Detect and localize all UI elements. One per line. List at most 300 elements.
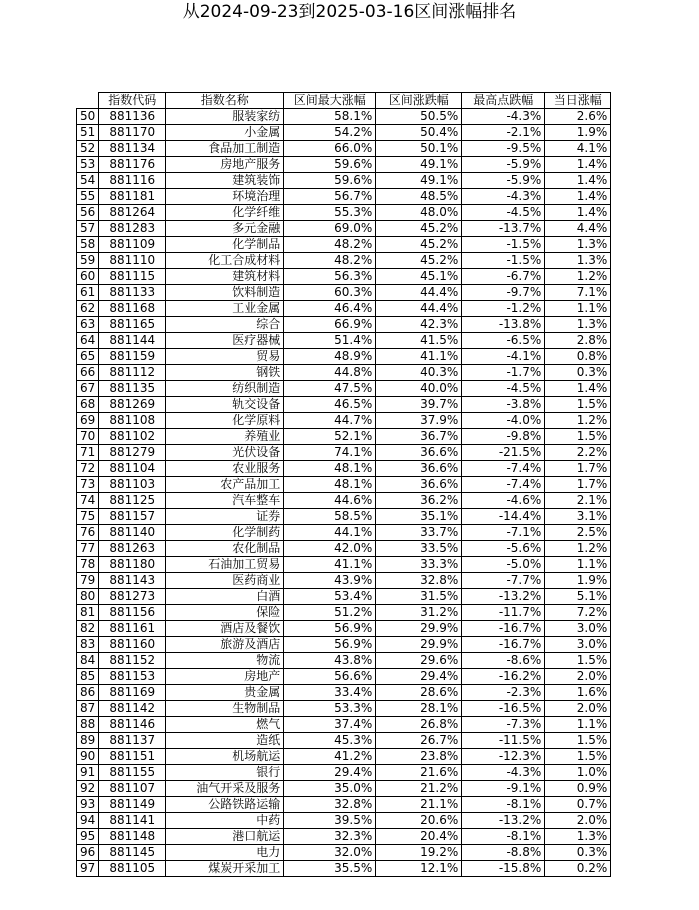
row-max-gain: 74.1% — [284, 445, 376, 461]
row-drawdown: -8.6% — [462, 653, 545, 669]
row-index-name: 农业服务 — [166, 461, 284, 477]
table-row — [77, 205, 611, 221]
row-max-gain: 53.4% — [284, 589, 376, 605]
row-change: 20.4% — [376, 829, 462, 845]
row-index-name: 银行 — [166, 765, 284, 781]
row-rank: 57 — [77, 221, 99, 237]
table-row — [77, 317, 611, 333]
row-rank: 90 — [77, 749, 99, 765]
row-rank: 83 — [77, 637, 99, 653]
row-drawdown: -6.7% — [462, 269, 545, 285]
row-change: 29.9% — [376, 637, 462, 653]
row-drawdown: -12.3% — [462, 749, 545, 765]
table-row — [77, 653, 611, 669]
row-daily-change: 0.9% — [545, 781, 611, 797]
table-row — [77, 685, 611, 701]
table-row — [77, 605, 611, 621]
row-drawdown: -13.2% — [462, 813, 545, 829]
row-change: 41.1% — [376, 349, 462, 365]
row-index-code: 881136 — [99, 109, 166, 125]
row-max-gain: 58.1% — [284, 109, 376, 125]
row-index-name: 医疗器械 — [166, 333, 284, 349]
row-max-gain: 44.6% — [284, 493, 376, 509]
row-index-name: 电力 — [166, 845, 284, 861]
row-drawdown: -9.1% — [462, 781, 545, 797]
row-drawdown: -1.5% — [462, 237, 545, 253]
row-daily-change: 1.3% — [545, 237, 611, 253]
row-max-gain: 44.8% — [284, 365, 376, 381]
row-max-gain: 56.3% — [284, 269, 376, 285]
row-max-gain: 48.1% — [284, 461, 376, 477]
table-row — [77, 669, 611, 685]
row-index-name: 房地产服务 — [166, 157, 284, 173]
row-max-gain: 66.9% — [284, 317, 376, 333]
table-row — [77, 749, 611, 765]
table-row — [77, 797, 611, 813]
row-index-code: 881112 — [99, 365, 166, 381]
row-index-name: 汽车整车 — [166, 493, 284, 509]
row-rank: 75 — [77, 509, 99, 525]
row-daily-change: 1.1% — [545, 717, 611, 733]
row-daily-change: 1.2% — [545, 541, 611, 557]
row-max-gain: 46.4% — [284, 301, 376, 317]
row-change: 45.2% — [376, 221, 462, 237]
row-change: 50.1% — [376, 141, 462, 157]
row-index-code: 881140 — [99, 525, 166, 541]
row-index-name: 燃气 — [166, 717, 284, 733]
row-drawdown: -9.8% — [462, 429, 545, 445]
row-index-code: 881108 — [99, 413, 166, 429]
row-index-name: 医药商业 — [166, 573, 284, 589]
row-change: 36.2% — [376, 493, 462, 509]
row-index-code: 881170 — [99, 125, 166, 141]
row-rank: 77 — [77, 541, 99, 557]
row-index-code: 881269 — [99, 397, 166, 413]
row-max-gain: 39.5% — [284, 813, 376, 829]
table-row — [77, 301, 611, 317]
table-row — [77, 733, 611, 749]
table-row — [77, 125, 611, 141]
row-change: 20.6% — [376, 813, 462, 829]
row-index-code: 881142 — [99, 701, 166, 717]
row-drawdown: -5.6% — [462, 541, 545, 557]
header-daily: 当日涨幅 — [545, 93, 611, 109]
table-row — [77, 829, 611, 845]
table-row — [77, 349, 611, 365]
row-daily-change: 1.4% — [545, 157, 611, 173]
row-max-gain: 58.5% — [284, 509, 376, 525]
row-daily-change: 1.4% — [545, 173, 611, 189]
row-rank: 73 — [77, 477, 99, 493]
row-index-code: 881169 — [99, 685, 166, 701]
row-max-gain: 33.4% — [284, 685, 376, 701]
row-drawdown: -16.7% — [462, 621, 545, 637]
table-row — [77, 861, 611, 877]
row-rank: 65 — [77, 349, 99, 365]
row-max-gain: 32.3% — [284, 829, 376, 845]
row-drawdown: -13.8% — [462, 317, 545, 333]
row-daily-change: 4.4% — [545, 221, 611, 237]
row-drawdown: -7.3% — [462, 717, 545, 733]
row-daily-change: 1.4% — [545, 381, 611, 397]
table-row — [77, 813, 611, 829]
table-row — [77, 413, 611, 429]
row-index-name: 酒店及餐饮 — [166, 621, 284, 637]
row-change: 44.4% — [376, 301, 462, 317]
row-drawdown: -13.7% — [462, 221, 545, 237]
row-daily-change: 0.7% — [545, 797, 611, 813]
row-change: 36.6% — [376, 445, 462, 461]
row-rank: 78 — [77, 557, 99, 573]
row-max-gain: 51.4% — [284, 333, 376, 349]
row-rank: 72 — [77, 461, 99, 477]
row-drawdown: -2.1% — [462, 125, 545, 141]
row-max-gain: 56.7% — [284, 189, 376, 205]
row-max-gain: 47.5% — [284, 381, 376, 397]
row-index-code: 881143 — [99, 573, 166, 589]
header-code: 指数代码 — [99, 93, 166, 109]
table-header-row — [77, 93, 611, 109]
row-max-gain: 56.9% — [284, 637, 376, 653]
row-rank: 86 — [77, 685, 99, 701]
row-drawdown: -15.8% — [462, 861, 545, 877]
row-index-code: 881107 — [99, 781, 166, 797]
row-daily-change: 1.2% — [545, 413, 611, 429]
row-change: 36.6% — [376, 477, 462, 493]
row-daily-change: 1.6% — [545, 685, 611, 701]
row-daily-change: 2.0% — [545, 813, 611, 829]
row-rank: 71 — [77, 445, 99, 461]
row-max-gain: 48.9% — [284, 349, 376, 365]
row-daily-change: 4.1% — [545, 141, 611, 157]
page-title: 从2024-09-23到2025-03-16区间涨幅排名 — [182, 2, 517, 22]
row-index-code: 881141 — [99, 813, 166, 829]
row-index-name: 纺织制造 — [166, 381, 284, 397]
row-daily-change: 2.6% — [545, 109, 611, 125]
row-daily-change: 1.7% — [545, 461, 611, 477]
row-index-code: 881180 — [99, 557, 166, 573]
row-change: 41.5% — [376, 333, 462, 349]
row-change: 31.2% — [376, 605, 462, 621]
row-index-code: 881153 — [99, 669, 166, 685]
row-index-code: 881105 — [99, 861, 166, 877]
row-index-code: 881160 — [99, 637, 166, 653]
row-drawdown: -5.9% — [462, 173, 545, 189]
row-rank: 85 — [77, 669, 99, 685]
row-change: 48.0% — [376, 205, 462, 221]
row-max-gain: 51.2% — [284, 605, 376, 621]
row-rank: 69 — [77, 413, 99, 429]
row-change: 21.2% — [376, 781, 462, 797]
row-index-code: 881102 — [99, 429, 166, 445]
row-drawdown: -2.3% — [462, 685, 545, 701]
row-max-gain: 37.4% — [284, 717, 376, 733]
row-daily-change: 3.0% — [545, 621, 611, 637]
row-daily-change: 1.3% — [545, 829, 611, 845]
row-change: 37.9% — [376, 413, 462, 429]
row-change: 44.4% — [376, 285, 462, 301]
table-row — [77, 221, 611, 237]
row-index-name: 综合 — [166, 317, 284, 333]
table-row — [77, 845, 611, 861]
row-change: 29.6% — [376, 653, 462, 669]
row-change: 45.1% — [376, 269, 462, 285]
row-index-code: 881264 — [99, 205, 166, 221]
row-daily-change: 5.1% — [545, 589, 611, 605]
table-row — [77, 269, 611, 285]
row-rank: 66 — [77, 365, 99, 381]
row-max-gain: 44.1% — [284, 525, 376, 541]
row-change: 29.4% — [376, 669, 462, 685]
table-row — [77, 333, 611, 349]
row-drawdown: -11.5% — [462, 733, 545, 749]
row-daily-change: 1.5% — [545, 653, 611, 669]
table-row — [77, 573, 611, 589]
row-change: 35.1% — [376, 509, 462, 525]
row-change: 32.8% — [376, 573, 462, 589]
row-index-name: 化学制品 — [166, 237, 284, 253]
row-max-gain: 48.1% — [284, 477, 376, 493]
row-max-gain: 59.6% — [284, 157, 376, 173]
row-index-name: 多元金融 — [166, 221, 284, 237]
row-drawdown: -4.5% — [462, 205, 545, 221]
row-index-code: 881168 — [99, 301, 166, 317]
row-rank: 74 — [77, 493, 99, 509]
row-index-name: 煤炭开采加工 — [166, 861, 284, 877]
row-index-name: 化学纤维 — [166, 205, 284, 221]
row-change: 28.6% — [376, 685, 462, 701]
row-rank: 94 — [77, 813, 99, 829]
row-max-gain: 32.0% — [284, 845, 376, 861]
row-rank: 64 — [77, 333, 99, 349]
row-rank: 84 — [77, 653, 99, 669]
row-index-code: 881137 — [99, 733, 166, 749]
row-rank: 76 — [77, 525, 99, 541]
row-rank: 55 — [77, 189, 99, 205]
row-change: 42.3% — [376, 317, 462, 333]
row-index-code: 881263 — [99, 541, 166, 557]
row-max-gain: 35.0% — [284, 781, 376, 797]
row-rank: 97 — [77, 861, 99, 877]
row-max-gain: 32.8% — [284, 797, 376, 813]
row-index-name: 建筑材料 — [166, 269, 284, 285]
row-index-code: 881157 — [99, 509, 166, 525]
row-drawdown: -11.7% — [462, 605, 545, 621]
row-drawdown: -4.5% — [462, 381, 545, 397]
row-index-name: 轨交设备 — [166, 397, 284, 413]
header-drawdown: 最高点跌幅 — [462, 93, 545, 109]
row-index-code: 881125 — [99, 493, 166, 509]
row-drawdown: -21.5% — [462, 445, 545, 461]
row-daily-change: 1.2% — [545, 269, 611, 285]
row-daily-change: 0.3% — [545, 365, 611, 381]
row-index-name: 工业金属 — [166, 301, 284, 317]
row-drawdown: -14.4% — [462, 509, 545, 525]
row-change: 23.8% — [376, 749, 462, 765]
table-row — [77, 365, 611, 381]
row-index-name: 贸易 — [166, 349, 284, 365]
row-rank: 79 — [77, 573, 99, 589]
row-change: 33.5% — [376, 541, 462, 557]
row-drawdown: -4.3% — [462, 189, 545, 205]
table-row — [77, 717, 611, 733]
row-index-name: 化学制药 — [166, 525, 284, 541]
row-change: 49.1% — [376, 173, 462, 189]
row-drawdown: -8.1% — [462, 797, 545, 813]
row-rank: 80 — [77, 589, 99, 605]
row-rank: 62 — [77, 301, 99, 317]
table-row — [77, 189, 611, 205]
row-max-gain: 53.3% — [284, 701, 376, 717]
table-row — [77, 461, 611, 477]
row-index-code: 881144 — [99, 333, 166, 349]
row-index-name: 农产品加工 — [166, 477, 284, 493]
row-max-gain: 43.9% — [284, 573, 376, 589]
table-row — [77, 509, 611, 525]
row-daily-change: 1.4% — [545, 205, 611, 221]
row-rank: 51 — [77, 125, 99, 141]
row-change: 12.1% — [376, 861, 462, 877]
header-name: 指数名称 — [166, 93, 284, 109]
row-rank: 60 — [77, 269, 99, 285]
row-drawdown: -4.0% — [462, 413, 545, 429]
row-index-name: 油气开采及服务 — [166, 781, 284, 797]
ranking-table — [76, 92, 611, 877]
row-index-name: 港口航运 — [166, 829, 284, 845]
row-index-name: 化工合成材料 — [166, 253, 284, 269]
row-drawdown: -4.1% — [462, 349, 545, 365]
row-daily-change: 1.5% — [545, 749, 611, 765]
row-index-name: 食品加工制造 — [166, 141, 284, 157]
row-rank: 88 — [77, 717, 99, 733]
row-drawdown: -5.9% — [462, 157, 545, 173]
row-index-name: 钢铁 — [166, 365, 284, 381]
row-max-gain: 41.1% — [284, 557, 376, 573]
row-max-gain: 59.6% — [284, 173, 376, 189]
row-index-code: 881135 — [99, 381, 166, 397]
row-change: 33.3% — [376, 557, 462, 573]
row-index-code: 881109 — [99, 237, 166, 253]
row-drawdown: -13.2% — [462, 589, 545, 605]
table-body — [77, 109, 611, 877]
row-change: 50.5% — [376, 109, 462, 125]
row-daily-change: 0.3% — [545, 845, 611, 861]
row-index-code: 881152 — [99, 653, 166, 669]
row-index-code: 881115 — [99, 269, 166, 285]
row-change: 45.2% — [376, 237, 462, 253]
table-row — [77, 173, 611, 189]
row-max-gain: 48.2% — [284, 237, 376, 253]
row-change: 33.7% — [376, 525, 462, 541]
table-row — [77, 765, 611, 781]
row-index-name: 证券 — [166, 509, 284, 525]
row-rank: 50 — [77, 109, 99, 125]
row-drawdown: -3.8% — [462, 397, 545, 413]
row-daily-change: 7.1% — [545, 285, 611, 301]
table-row — [77, 525, 611, 541]
table-row — [77, 397, 611, 413]
row-index-code: 881116 — [99, 173, 166, 189]
row-change: 21.1% — [376, 797, 462, 813]
row-max-gain: 29.4% — [284, 765, 376, 781]
row-index-name: 生物制品 — [166, 701, 284, 717]
row-drawdown: -1.5% — [462, 253, 545, 269]
table-row — [77, 621, 611, 637]
row-max-gain: 69.0% — [284, 221, 376, 237]
row-index-name: 贵金属 — [166, 685, 284, 701]
row-daily-change: 3.1% — [545, 509, 611, 525]
row-change: 39.7% — [376, 397, 462, 413]
row-daily-change: 7.2% — [545, 605, 611, 621]
row-daily-change: 0.8% — [545, 349, 611, 365]
row-rank: 52 — [77, 141, 99, 157]
row-max-gain: 35.5% — [284, 861, 376, 877]
row-drawdown: -8.1% — [462, 829, 545, 845]
row-daily-change: 1.3% — [545, 317, 611, 333]
table-row — [77, 637, 611, 653]
row-daily-change: 2.8% — [545, 333, 611, 349]
table-row — [77, 701, 611, 717]
row-change: 21.6% — [376, 765, 462, 781]
row-daily-change: 1.9% — [545, 573, 611, 589]
table-row — [77, 253, 611, 269]
row-max-gain: 46.5% — [284, 397, 376, 413]
row-rank: 92 — [77, 781, 99, 797]
row-change: 36.6% — [376, 461, 462, 477]
row-rank: 58 — [77, 237, 99, 253]
table-row — [77, 445, 611, 461]
row-daily-change: 1.0% — [545, 765, 611, 781]
row-daily-change: 3.0% — [545, 637, 611, 653]
row-change: 19.2% — [376, 845, 462, 861]
row-index-code: 881104 — [99, 461, 166, 477]
row-index-name: 旅游及酒店 — [166, 637, 284, 653]
row-index-code: 881103 — [99, 477, 166, 493]
row-index-code: 881159 — [99, 349, 166, 365]
row-drawdown: -7.4% — [462, 477, 545, 493]
row-index-code: 881148 — [99, 829, 166, 845]
row-rank: 63 — [77, 317, 99, 333]
row-drawdown: -8.8% — [462, 845, 545, 861]
row-daily-change: 2.1% — [545, 493, 611, 509]
row-index-name: 造纸 — [166, 733, 284, 749]
row-max-gain: 55.3% — [284, 205, 376, 221]
row-index-name: 白酒 — [166, 589, 284, 605]
row-change: 28.1% — [376, 701, 462, 717]
row-drawdown: -9.7% — [462, 285, 545, 301]
row-drawdown: -4.3% — [462, 109, 545, 125]
row-index-name: 饮料制造 — [166, 285, 284, 301]
row-max-gain: 44.7% — [284, 413, 376, 429]
row-index-name: 化学原料 — [166, 413, 284, 429]
row-index-name: 农化制品 — [166, 541, 284, 557]
table-row — [77, 557, 611, 573]
row-rank: 53 — [77, 157, 99, 173]
row-daily-change: 2.0% — [545, 701, 611, 717]
row-change: 31.5% — [376, 589, 462, 605]
row-daily-change: 1.5% — [545, 397, 611, 413]
row-daily-change: 1.9% — [545, 125, 611, 141]
row-index-code: 881273 — [99, 589, 166, 605]
row-index-name: 公路铁路运输 — [166, 797, 284, 813]
row-max-gain: 41.2% — [284, 749, 376, 765]
row-index-code: 881155 — [99, 765, 166, 781]
row-drawdown: -5.0% — [462, 557, 545, 573]
table-row — [77, 541, 611, 557]
row-daily-change: 1.3% — [545, 253, 611, 269]
row-index-code: 881181 — [99, 189, 166, 205]
row-index-name: 养殖业 — [166, 429, 284, 445]
